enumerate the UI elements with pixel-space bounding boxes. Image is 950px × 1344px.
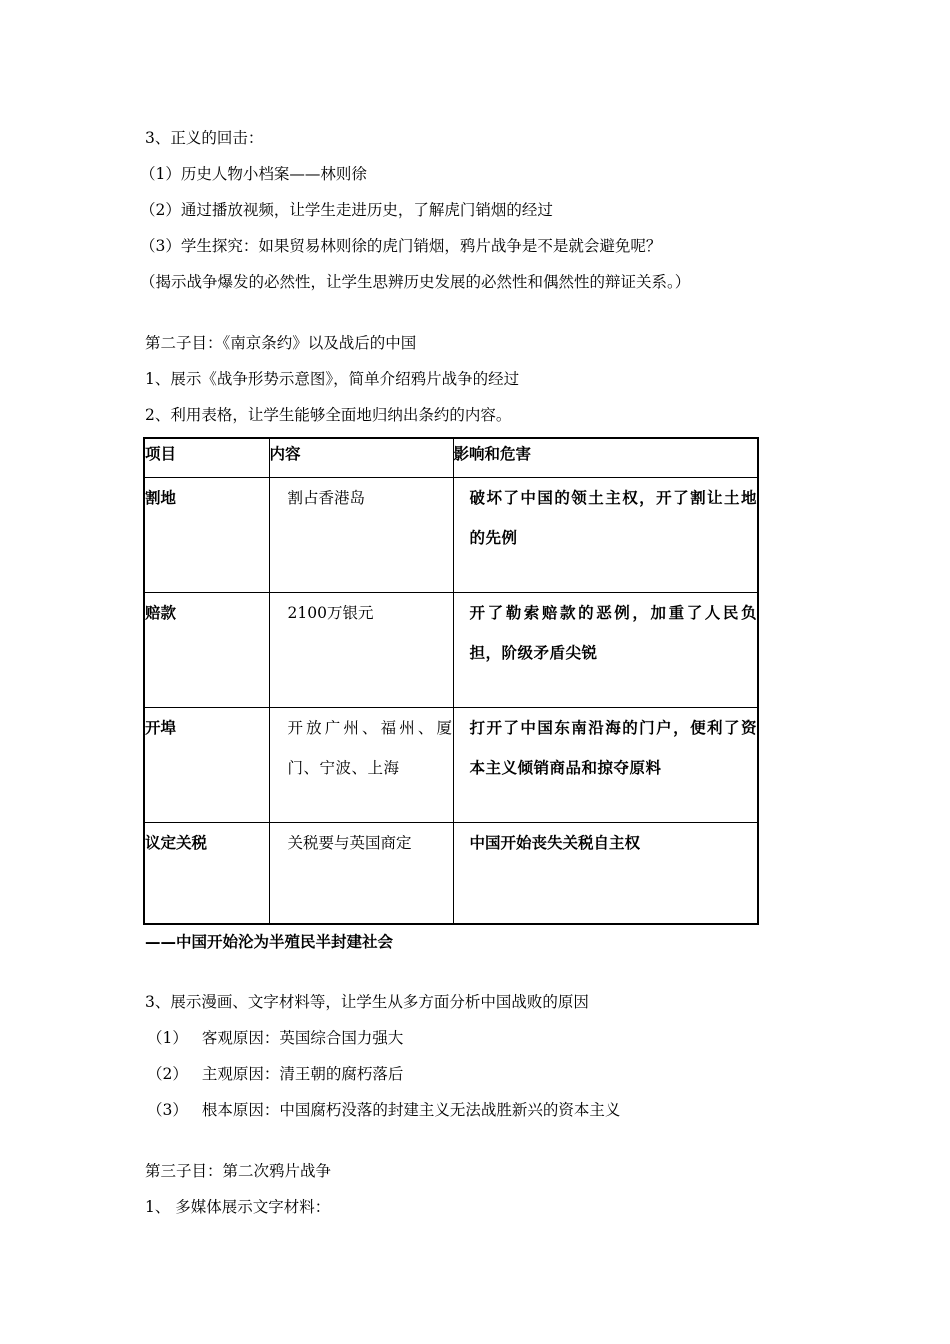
- header-item: 项目: [144, 438, 269, 478]
- row-content: [269, 823, 453, 925]
- row-content: [269, 593, 453, 708]
- row-impact: [453, 708, 758, 823]
- subsection2-item-2: 2、利用表格，让学生能够全面地归纳出条约的内容。: [145, 406, 512, 424]
- defeat-reason-text: 客观原因：英国综合国力强大: [201, 1029, 404, 1047]
- table-row: [144, 478, 758, 593]
- treaty-terms-table: [143, 437, 759, 925]
- header-impact: 影响和危害: [453, 438, 758, 478]
- row-impact-text: 破坏了中国的领土主权，开了割让土地的先例: [469, 489, 757, 547]
- defeat-reason-num: （2）: [147, 1065, 188, 1083]
- table-row: [144, 708, 758, 823]
- subsection3-heading: 第三子目：第二次鸦片战争: [145, 1162, 332, 1180]
- subsection2-item-1: 1、展示《战争形势示意图》，简单介绍鸦片战争的经过: [145, 370, 520, 388]
- row-impact-text: 打开了中国东南沿海的门户，便利了资本主义倾销商品和掠夺原料: [469, 719, 757, 777]
- subsection3-item-1: 1、 多媒体展示文字材料：: [145, 1198, 331, 1216]
- table-row: [144, 593, 758, 708]
- row-impact: [453, 823, 758, 925]
- row-item: 开埠: [144, 708, 269, 823]
- defeat-reason-2: [147, 1064, 403, 1084]
- row-impact-text: 开了勒索赔款的恶例，加重了人民负担，阶级矛盾尖锐: [469, 604, 757, 662]
- table-header-row: [144, 438, 758, 478]
- section3-heading: 3、正义的回击：: [145, 129, 264, 147]
- row-item: 赔款: [144, 593, 269, 708]
- row-content-text: 关税要与英国商定: [287, 834, 412, 852]
- row-content-text: 割占香港岛: [287, 489, 366, 507]
- defeat-reason-num: （3）: [147, 1101, 188, 1119]
- defeat-reason-1: [147, 1028, 403, 1048]
- subsection2-heading: 第二子目：《南京条约》以及战后的中国: [145, 334, 417, 352]
- defeat-reason-3: [147, 1100, 620, 1120]
- defeat-reason-text: 根本原因：中国腐朽没落的封建主义无法战胜新兴的资本主义: [201, 1101, 621, 1119]
- row-item: 议定关税: [144, 823, 269, 925]
- table-conclusion: ——中国开始沦为半殖民半封建社会: [145, 933, 394, 951]
- section3-item-1: （1）历史人物小档案——林则徐: [140, 165, 367, 183]
- row-impact: [453, 593, 758, 708]
- row-content: [269, 708, 453, 823]
- defeat-reason-text: 主观原因：清王朝的腐朽落后: [201, 1065, 404, 1083]
- row-content-text: 开放广州、福州、厦门、宁波、上海: [287, 719, 453, 777]
- row-impact: [453, 478, 758, 593]
- defeat-reason-num: （1）: [147, 1029, 188, 1047]
- header-content: 内容: [269, 438, 453, 478]
- section3-item-3: （3）学生探究：如果贸易林则徐的虎门销烟，鸦片战争是不是就会避免呢？: [140, 237, 662, 255]
- section3-note: （揭示战争爆发的必然性，让学生思辨历史发展的必然性和偶然性的辩证关系。）: [140, 273, 691, 291]
- defeat-heading: 3、展示漫画、文字材料等，让学生从多方面分析中国战败的原因: [145, 993, 589, 1011]
- row-item: 割地: [144, 478, 269, 593]
- row-content: [269, 478, 453, 593]
- section3-item-2: （2）通过播放视频，让学生走进历史，了解虎门销烟的经过: [140, 201, 553, 219]
- table-row: [144, 823, 758, 925]
- row-impact-text: 中国开始丧失关税自主权: [469, 834, 641, 852]
- row-content-text: 2100万银元: [287, 604, 374, 622]
